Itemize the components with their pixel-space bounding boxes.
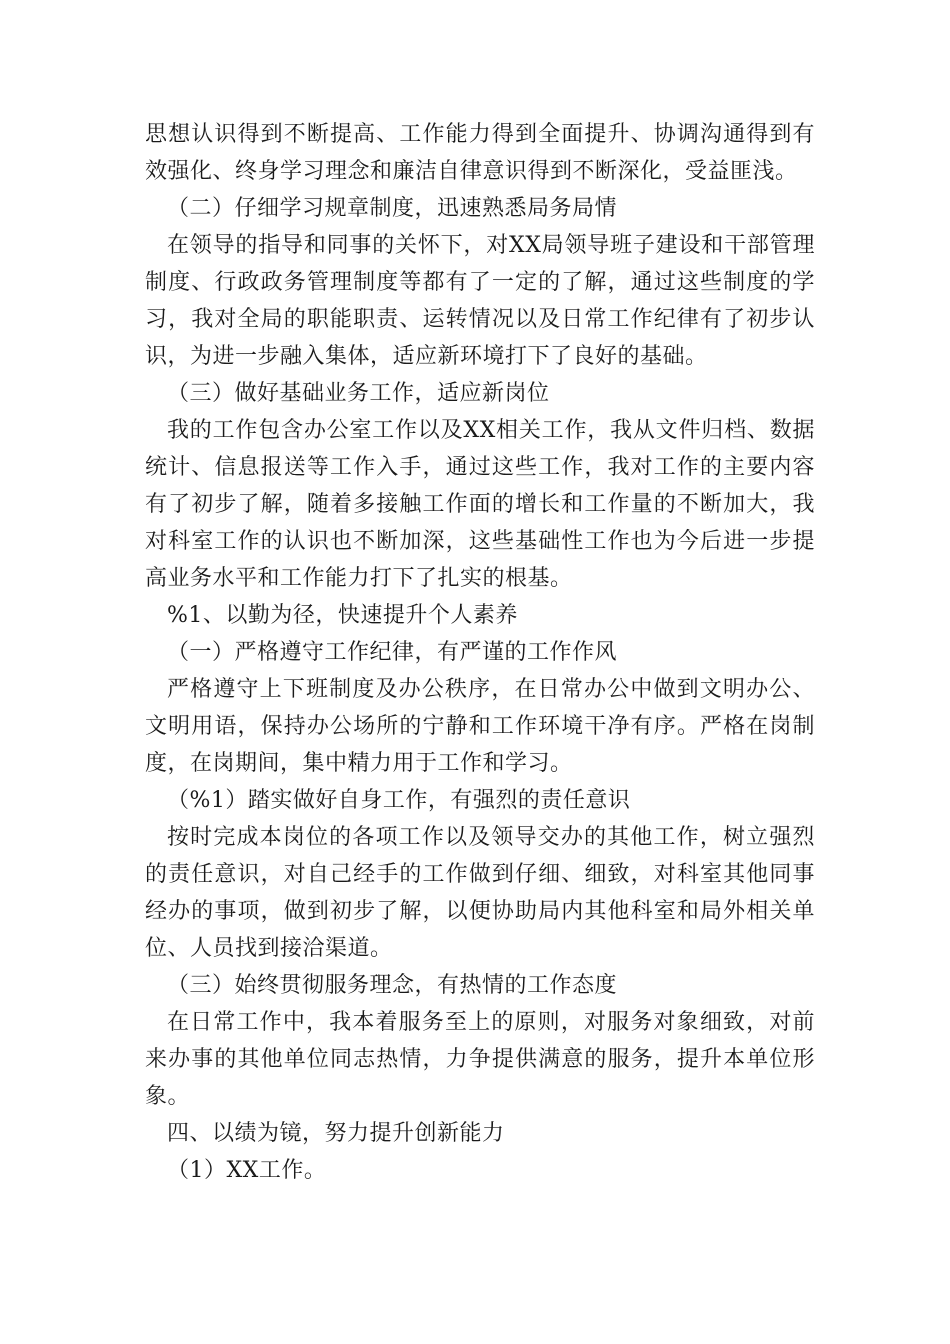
subheading-xx-work: （1）XX工作。: [167, 1158, 327, 1183]
subheading-discipline: （一）严格遵守工作纪律，有严谨的工作作风: [167, 640, 618, 665]
paragraph-responsibility: 按时完成本岗位的各项工作以及领导交办的其他工作，树立强烈的责任意识，对自己经手的工作做到仔细、细致，对科室其他同事经办的事项，做到初步了解，以便协助局内其他科室和局外相关单位、人员找到接洽渠道。: [145, 825, 815, 961]
subheading-2: （二）仔细学习规章制度，迅速熟悉局务局情: [167, 196, 618, 221]
paragraph-service: 在日常工作中，我本着服务至上的原则，对服务对象细致，对前来办事的其他单位同志热情，力争提供满意的服务，提升本单位形象。: [145, 1010, 815, 1109]
paragraph-basic-work: 我的工作包含办公室工作以及XX相关工作，我从文件归档、数据统计、信息报送等工作入手，通过这些工作，我对工作的主要内容有了初步了解，随着多接触工作面的增长和工作量的不断加大，我对科室工作的认识也不断加深，这些基础性工作也为今后进一步提高业务水平和工作能力打下了扎实的根基。: [145, 418, 815, 591]
subheading-responsibility: （%1）踏实做好自身工作，有强烈的责任意识: [167, 788, 631, 813]
paragraph-continuation: 思想认识得到不断提高、工作能力得到全面提升、协调沟通得到有效强化、终身学习理念和廉洁自律意识得到不断深化，受益匪浅。: [145, 122, 815, 184]
subheading-service: （三）始终贯彻服务理念，有热情的工作态度: [167, 973, 618, 998]
section-heading-innovation: 四、以绩为镜，努力提升创新能力: [167, 1121, 505, 1146]
document-body: [145, 116, 815, 1189]
subheading-3: （三）做好基础业务工作，适应新岗位: [167, 381, 550, 406]
paragraph-rules-study: 在领导的指导和同事的关怀下，对XX局领导班子建设和干部管理制度、行政政务管理制度等都有了一定的了解，通过这些制度的学习，我对全局的职能职责、运转情况以及日常工作纪律有了初步认识，为进一步融入集体，适应新环境打下了良好的基础。: [145, 233, 815, 369]
section-heading-diligence: %1、以勤为径，快速提升个人素养: [167, 603, 518, 628]
paragraph-discipline: 严格遵守上下班制度及办公秩序，在日常办公中做到文明办公、文明用语，保持办公场所的宁静和工作环境干净有序。严格在岗制度，在岗期间，集中精力用于工作和学习。: [145, 677, 815, 776]
